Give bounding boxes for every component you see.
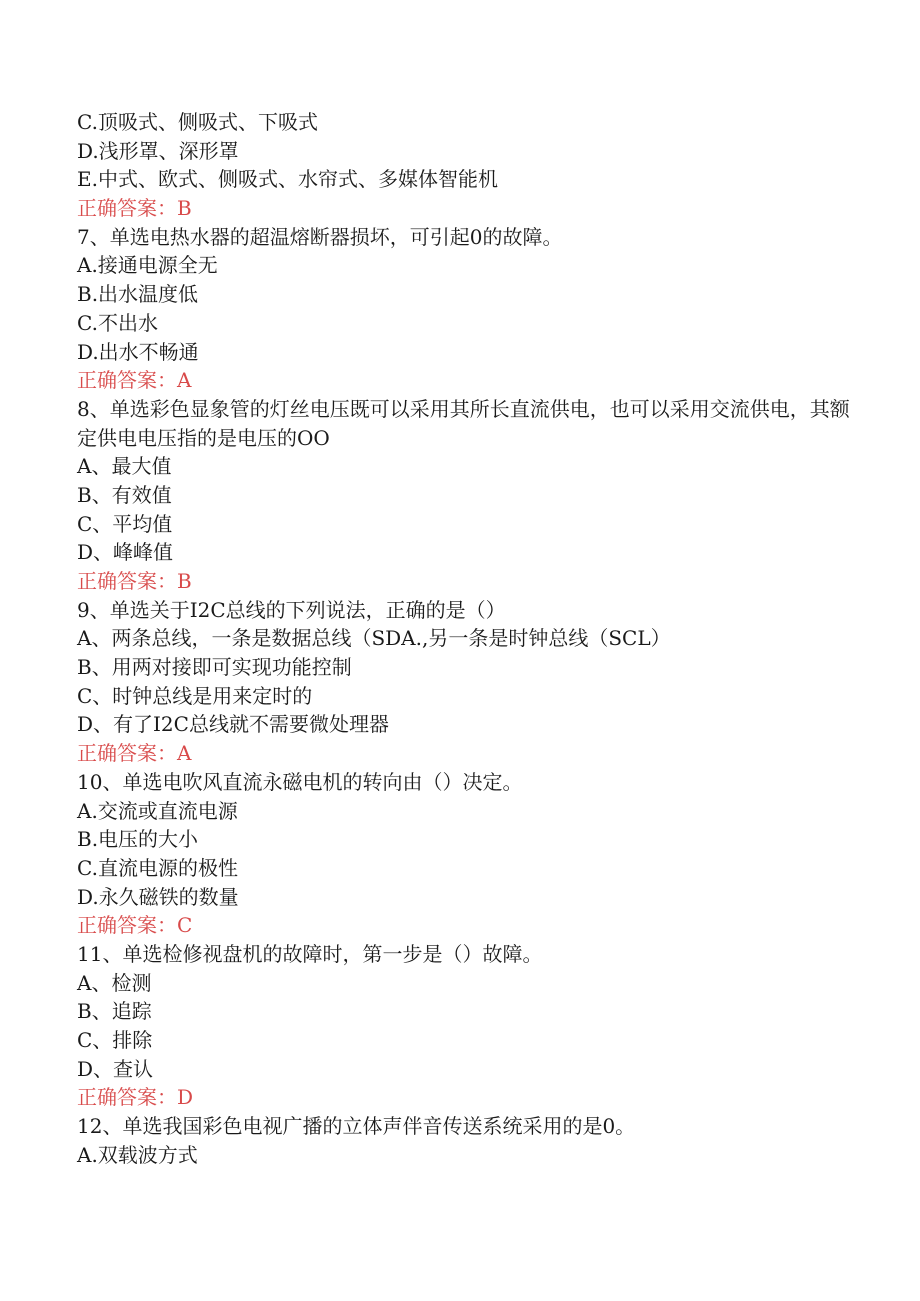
option-text: B.电压的大小 <box>77 827 199 852</box>
correct-answer: 正确答案：D <box>77 1085 194 1110</box>
question-text: 8、单选彩色显象管的灯丝电压既可以采用其所长直流供电，也可以采用交流供电，其额定供电电压指的是电压的OO <box>77 396 850 450</box>
option-text: D、查认 <box>77 1056 154 1081</box>
option-text: D、有了I2C总线就不需要微处理器 <box>77 712 389 737</box>
option-text: C、排除 <box>77 1028 153 1053</box>
option-text: B、有效值 <box>77 482 172 507</box>
option-text: A、检测 <box>77 970 152 995</box>
question-text: 12、单选我国彩色电视广播的立体声伴音传送系统采用的是0。 <box>77 1114 636 1139</box>
option-text: E.中式、欧式、侧吸式、水帘式、多媒体智能机 <box>77 167 498 192</box>
option-text: A、两条总线，一条是数据总线（SDA.,另一条是时钟总线（SCL） <box>77 626 671 651</box>
question-text: 7、单选电热水器的超温熔断器损坏，可引起0的故障。 <box>77 224 563 249</box>
correct-answer: 正确答案：A <box>77 368 192 393</box>
option-text: D、峰峰值 <box>77 540 174 565</box>
option-text: A、最大值 <box>77 454 172 479</box>
option-text: D.浅形罩、深形罩 <box>77 138 239 163</box>
option-text: D.出水不畅通 <box>77 339 199 364</box>
correct-answer: 正确答案：C <box>77 913 193 938</box>
option-text: A.双载波方式 <box>77 1142 198 1167</box>
option-text: B.出水温度低 <box>77 282 199 307</box>
option-text: D.永久磁铁的数量 <box>77 884 239 909</box>
correct-answer: 正确答案：B <box>77 569 192 594</box>
option-text: C.直流电源的极性 <box>77 855 238 880</box>
option-text: C.顶吸式、侧吸式、下吸式 <box>77 110 318 134</box>
option-text: A.接通电源全无 <box>77 253 218 278</box>
question-text: 11、单选检修视盘机的故障时，第一步是（）故障。 <box>77 941 543 966</box>
option-text: A.交流或直流电源 <box>77 798 238 823</box>
option-text: B、追踪 <box>77 999 152 1024</box>
option-text: C、时钟总线是用来定时的 <box>77 683 313 708</box>
question-text: 10、单选电吹风直流永磁电机的转向由（）决定。 <box>77 769 523 794</box>
correct-answer: 正确答案：B <box>77 196 192 221</box>
question-text: 9、单选关于I2C总线的下列说法，正确的是（） <box>77 597 506 622</box>
document-body <box>77 108 857 1169</box>
option-text: B、用两对接即可实现功能控制 <box>77 655 352 680</box>
option-text: C.不出水 <box>77 310 158 335</box>
correct-answer: 正确答案：A <box>77 741 192 766</box>
option-text: C、平均值 <box>77 511 173 536</box>
